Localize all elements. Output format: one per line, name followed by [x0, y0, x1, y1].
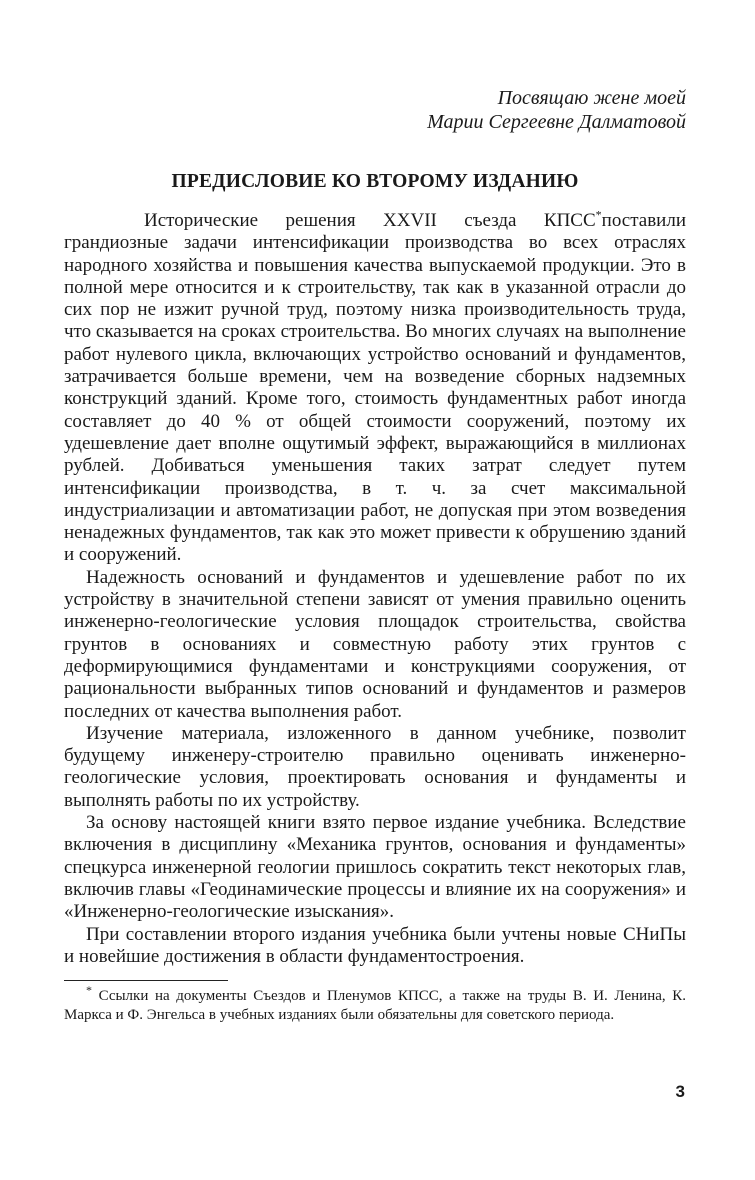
paragraph-5: При составлении второго издания учебника были учтены новые СНиПы и новейшие достижения в области фундаментостроения.: [64, 923, 686, 967]
paragraph-1-rest: поставили грандиозные задачи интенсификации производства во всех отраслях народного хозяйства и повышения качества выпускаемой продукции. Это в полной мере относится и к строительству, так как в указанной отрасли до сих пор не изжит ручной труд, поэтому низка производительность труда, что сказывается на сроках строительства. Во многих случаях на выполнение работ нулевого цикла, включающих устройство оснований и фундаментов, затрачивается больше времени, чем на возведение сборных надземных конструкций зданий. Кроме того, стоимость фундаментных работ иногда составляет до 40 % от общей стоимости сооружений, поэтому их удешевление дает вполне ощутимый эффект, выражающийся в миллионах рублей. Добиваться уменьшения таких затрат следует путем интенсификации производства, в т. ч. за счет максимальной индустриализации и автоматизации работ, не допуская при этом возведения ненадежных фундаментов, так как это может привести к обрушению зданий и сооружений.: [64, 210, 686, 566]
page-number: 3: [675, 1082, 685, 1101]
dedication: [64, 86, 686, 134]
book-page: [64, 86, 686, 1024]
page-title: ПРЕДИСЛОВИЕ КО ВТОРОМУ ИЗДАНИЮ: [171, 171, 579, 192]
footnote: [64, 983, 687, 1024]
dedication-line-1: Посвящаю жене моей: [497, 87, 686, 109]
footnote-text: Ссылки на документы Съездов и Пленумов КПСС, а также на труды В. И. Ленина, К. Маркса и Ф. Энгельса в учебных изданиях были обязательны для советского периода.: [64, 988, 687, 1023]
preface-body: [64, 207, 686, 968]
paragraph-4: За основу настоящей книги взято первое издание учебника. Вследствие включения в дисциплину «Механика грунтов, основания и фундаменты» спецкурса инженерной геологии пришлось сократить текст некоторых глав, включив главы «Геодинамические процессы и влияние их на сооружения» и «Инженерно-геологические изыскания».: [64, 812, 686, 923]
footnote-divider: [64, 980, 228, 981]
paragraph-1-start: Исторические решения XXVII съезда КПСС: [144, 210, 596, 231]
paragraph-2: Надежность оснований и фундаментов и удешевление работ по их устройству в значительной степени зависят от умения правильно оценить инженерно-геологические условия площадок строительства, свойства грунтов в основаниях и совместную работу этих грунтов с деформирующимися фундаментами и конструкциями сооружения, от рациональности выбранных типов оснований и фундаментов и размеров последних от качества выполнения работ.: [64, 566, 686, 722]
footnote-reference-mark: *: [595, 207, 602, 222]
dedication-line-2: Марии Сергеевне Далматовой: [427, 111, 686, 133]
footnote-mark: *: [86, 983, 92, 998]
paragraph-1: [64, 207, 686, 567]
paragraph-3: Изучение материала, изложенного в данном учебнике, позволит будущему инженеру-строителю правильно оценивать инженерно-геологические условия, проектировать основания и фундаменты и выполнять работы по их устройству.: [64, 722, 686, 811]
